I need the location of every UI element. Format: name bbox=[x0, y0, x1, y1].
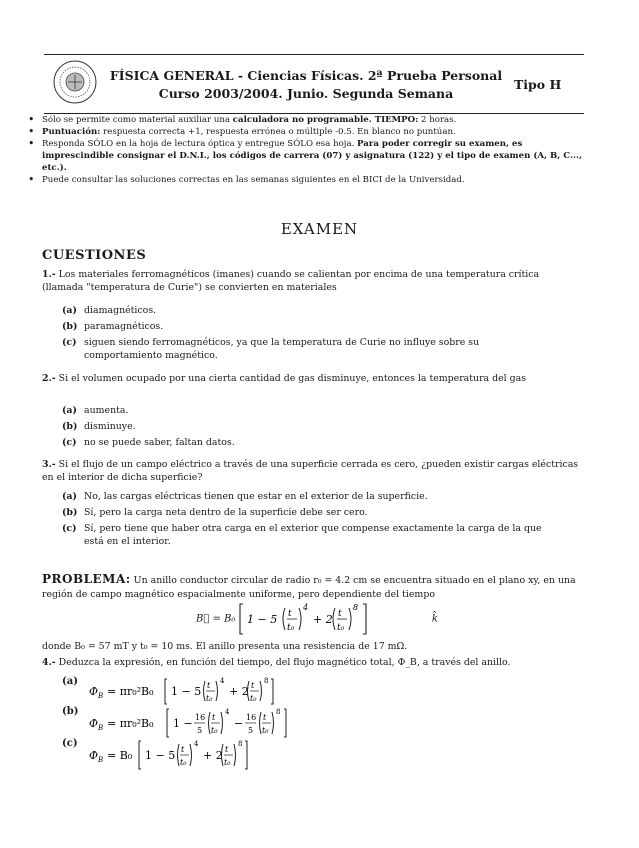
instructions-list bbox=[28, 114, 588, 186]
svg-text:t: t bbox=[207, 681, 211, 690]
formula-bracket-expression bbox=[239, 602, 429, 636]
svg-text:1 −: 1 − bbox=[173, 717, 193, 730]
svg-text:+ 2: + 2 bbox=[229, 685, 249, 698]
question-number: 1.- bbox=[42, 269, 56, 280]
svg-text:1 − 5: 1 − 5 bbox=[145, 749, 176, 762]
svg-text:4: 4 bbox=[302, 603, 308, 612]
question-number: 2.- bbox=[42, 373, 56, 384]
option-1a[interactable]: (a) diamagnéticos. bbox=[62, 305, 157, 316]
question-2 bbox=[42, 372, 582, 385]
svg-text:t: t bbox=[212, 713, 216, 722]
svg-text:t: t bbox=[287, 609, 292, 619]
magnetic-field-formula: B⃗ = B₀ 1 − 5 t t₀ 4 + 2 t t₀ 8 k̂ bbox=[196, 602, 438, 636]
svg-text:t₀: t₀ bbox=[336, 623, 344, 633]
svg-text:t: t bbox=[225, 745, 229, 754]
svg-text:5: 5 bbox=[197, 726, 203, 735]
svg-text:8: 8 bbox=[352, 603, 358, 612]
instruction-item: • Responda SÓLO en la hoja de lectura óptica y entregue SÓLO esa hoja. Para poder corregir su examen, es imprescindible consignar el D.N.I., los códigos de carrera (07) y asignatura (122) y el tipo de examen (A, B, C..., etc.). bbox=[28, 138, 588, 174]
svg-text:5: 5 bbox=[248, 726, 254, 735]
svg-text:t: t bbox=[251, 681, 255, 690]
svg-text:t₀: t₀ bbox=[206, 694, 213, 703]
option-3b[interactable]: (b) Sí, pero la carga neta dentro de la superficie debe ser cero. bbox=[62, 507, 368, 518]
svg-text:Φ: Φ bbox=[89, 749, 99, 762]
option-1b[interactable]: (b) paramagnéticos. bbox=[62, 321, 164, 332]
svg-text:B: B bbox=[98, 724, 104, 732]
instruction-item: • Puntuación: respuesta correcta +1, respuesta errónea o múltiple -0.5. En blanco no puntúan. bbox=[28, 126, 588, 138]
svg-text:B: B bbox=[98, 756, 104, 764]
question-number: 4.- bbox=[42, 657, 56, 668]
svg-text:8: 8 bbox=[238, 740, 243, 748]
section-heading-cuestiones: CUESTIONES bbox=[42, 248, 147, 263]
question-text: Si el volumen ocupado por una cierta cantidad de gas disminuye, entonces la temperatura del gas bbox=[58, 373, 527, 384]
option-3c[interactable]: (c) Sí, pero tiene que haber otra carga en el exterior que compense exactamente la carga de la que está en el interior. bbox=[62, 523, 542, 547]
svg-text:= πr₀²B₀: = πr₀²B₀ bbox=[107, 685, 154, 698]
title-line-2: Curso 2003/2004. Junio. Segunda Semana bbox=[158, 86, 454, 101]
option-4c[interactable]: (c) Φ B = B₀ 1 − 5 t t₀ 4 + 2 t t₀ 8 bbox=[62, 738, 329, 772]
svg-text:t₀: t₀ bbox=[262, 726, 269, 735]
problem-data-line: donde B₀ = 57 mT y t₀ = 10 ms. El anillo presenta una resistencia de 17 mΩ. bbox=[42, 641, 408, 652]
svg-text:B: B bbox=[98, 692, 104, 700]
question-text: Los materiales ferromagnéticos (imanes) cuando se calientan por encima de una temperatura crítica (llamada "temperatura de Curie") se convierten en materiales bbox=[42, 269, 540, 293]
problem-text: Un anillo conductor circular de radio r₀ = 4.2 cm se encuentra situado en el plano xy, en una región de campo magnético espacialmente uniforme, pero dependiente del tiempo bbox=[42, 575, 576, 600]
question-1 bbox=[42, 268, 582, 294]
exam-title-block bbox=[106, 67, 506, 103]
question-4 bbox=[42, 656, 582, 669]
problem-block bbox=[42, 572, 582, 602]
svg-text:t₀: t₀ bbox=[211, 726, 218, 735]
instruction-item: • Puede consultar las soluciones correctas en las semanas siguientes en el BICI de la Universidad. bbox=[28, 174, 588, 186]
svg-text:= πr₀²B₀: = πr₀²B₀ bbox=[107, 717, 154, 730]
svg-text:t₀: t₀ bbox=[180, 758, 187, 767]
option-2c[interactable]: (c) no se puede saber, faltan datos. bbox=[62, 437, 235, 448]
option-3a[interactable]: (a) No, las cargas eléctricas tienen que estar en el exterior de la superficie. bbox=[62, 491, 428, 502]
svg-text:16: 16 bbox=[195, 713, 206, 722]
title-line-1: FÍSICA GENERAL - Ciencias Físicas. 2ª Prueba Personal bbox=[109, 68, 503, 83]
svg-text:1 − 5: 1 − 5 bbox=[171, 685, 202, 698]
question-3 bbox=[42, 458, 582, 484]
svg-text:t: t bbox=[263, 713, 267, 722]
question-text: Deduzca la expresión, en función del tiempo, del flujo magnético total, Φ_B, a través del anillo. bbox=[58, 657, 511, 668]
question-text: Si el flujo de un campo eléctrico a través de una superficie cerrada es cero, ¿pueden existir cargas eléctricas en el interior de dicha superficie? bbox=[42, 459, 579, 483]
instruction-item: • Sólo se permite como material auxiliar una calculadora no programable. TIEMPO: 2 horas. bbox=[28, 114, 588, 126]
option-4a[interactable]: (a) Φ B = πr₀²B₀ 1 − 5 t t₀ 4 + 2 t t₀ 8 bbox=[62, 676, 329, 706]
svg-text:t: t bbox=[337, 609, 342, 619]
svg-text:+ 2: + 2 bbox=[312, 613, 333, 626]
option-4b[interactable]: (b) Φ B = πr₀²B₀ 1 − 16 5 t t₀ 4 − 16 5 t t₀ 8 bbox=[62, 706, 349, 740]
exam-header bbox=[44, 54, 584, 114]
option-4c-formula bbox=[89, 738, 329, 772]
svg-text:4: 4 bbox=[220, 677, 225, 685]
option-4a-formula bbox=[89, 676, 329, 706]
option-2a[interactable]: (a) aumenta. bbox=[62, 405, 129, 416]
svg-text:= B₀: = B₀ bbox=[107, 749, 133, 762]
exam-heading: EXAMEN bbox=[280, 220, 359, 238]
svg-text:t₀: t₀ bbox=[250, 694, 257, 703]
svg-text:Φ: Φ bbox=[89, 717, 99, 730]
option-4b-formula bbox=[89, 706, 349, 740]
svg-text:t: t bbox=[181, 745, 185, 754]
svg-text:1 − 5: 1 − 5 bbox=[246, 613, 277, 626]
svg-text:8: 8 bbox=[264, 677, 269, 685]
exam-type-label: Tipo H bbox=[514, 77, 562, 92]
question-number: 3.- bbox=[42, 459, 56, 470]
svg-text:t₀: t₀ bbox=[224, 758, 231, 767]
svg-text:16: 16 bbox=[246, 713, 257, 722]
svg-text:t₀: t₀ bbox=[286, 623, 294, 633]
option-1c[interactable]: (c) siguen siendo ferromagnéticos, ya que la temperatura de Curie no influye sobre su comportamiento magnético. bbox=[62, 337, 480, 361]
svg-text:+ 2: + 2 bbox=[203, 749, 223, 762]
svg-text:−: − bbox=[234, 717, 244, 730]
option-2b[interactable]: (b) disminuye. bbox=[62, 421, 136, 432]
svg-text:Φ: Φ bbox=[89, 685, 99, 698]
university-seal-icon bbox=[52, 59, 98, 105]
problem-title: PROBLEMA: bbox=[42, 572, 131, 586]
svg-text:4: 4 bbox=[225, 708, 230, 716]
svg-text:8: 8 bbox=[276, 708, 281, 716]
svg-text:4: 4 bbox=[194, 740, 199, 748]
